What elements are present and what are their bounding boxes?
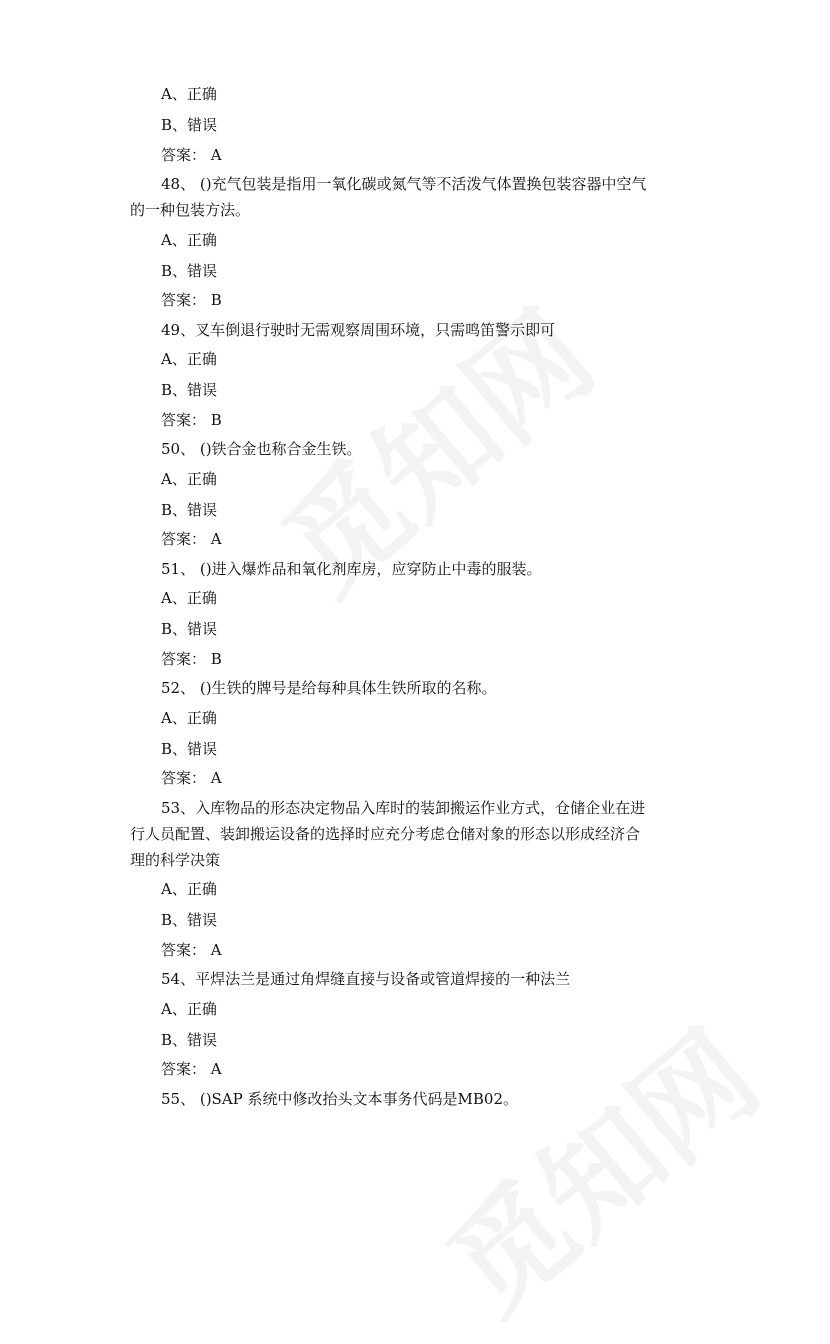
answer-option: A、正确 [161, 589, 217, 607]
answer-option: B、错误 [161, 500, 218, 519]
answer-option: A、正确 [161, 85, 217, 103]
answer-option: A、正确 [161, 708, 217, 727]
answer-key: 答案： B [161, 291, 222, 309]
answer-option: B、错误 [161, 739, 218, 758]
answer-option: B、错误 [161, 261, 218, 280]
question-text-continuation: 理的科学决策 [130, 850, 221, 869]
answer-option: B、错误 [161, 116, 218, 134]
question-text: 51、 ()进入爆炸品和氧化剂库房，应穿防止中毒的服装。 [161, 559, 542, 578]
answer-option: B、错误 [161, 381, 218, 399]
question-text: 54、平焊法兰是通过角焊缝直接与设备或管道焊接的一种法兰 [161, 970, 571, 988]
question-text-continuation: 的一种包装方法。 [130, 201, 251, 219]
answer-key: 答案： B [161, 410, 222, 429]
answer-option: A、正确 [161, 999, 217, 1018]
question-text-continuation: 行人员配置、装卸搬运设备的选择时应充分考虑仓储对象的形态以形成经济合 [130, 824, 641, 843]
answer-key: 答案： B [161, 649, 222, 668]
answer-option: A、正确 [161, 469, 217, 488]
answer-key: 答案： A [161, 940, 222, 959]
answer-option: B、错误 [161, 1030, 218, 1049]
answer-key: 答案： A [161, 1060, 222, 1078]
answer-option: A、正确 [161, 230, 217, 249]
answer-option: A、正确 [161, 350, 217, 368]
answer-key: 答案： A [161, 769, 222, 787]
answer-option: A、正确 [161, 880, 217, 898]
answer-key: 答案： A [161, 530, 222, 548]
question-text: 50、 ()铁合金也称合金生铁。 [161, 440, 362, 458]
question-text: 55、 ()SAP 系统中修改抬头文本事务代码是MB02。 [161, 1089, 518, 1108]
question-text: 52、 ()生铁的牌号是给每种具体生铁所取的名称。 [161, 679, 497, 697]
question-text: 48、 ()充气包装是指用一氧化碳或氮气等不活泼气体置换包装容器中空气 [161, 175, 647, 193]
question-list [130, 84, 710, 1109]
answer-key: 答案： A [161, 145, 222, 164]
question-text: 49、叉车倒退行驶时无需观察周围环境，只需鸣笛警示即可 [161, 320, 556, 339]
answer-option: B、错误 [161, 620, 218, 638]
question-text: 53、入库物品的形态决定物品入库时的装卸搬运作业方式，仓储企业在进 [161, 798, 646, 817]
answer-option: B、错误 [161, 911, 218, 929]
